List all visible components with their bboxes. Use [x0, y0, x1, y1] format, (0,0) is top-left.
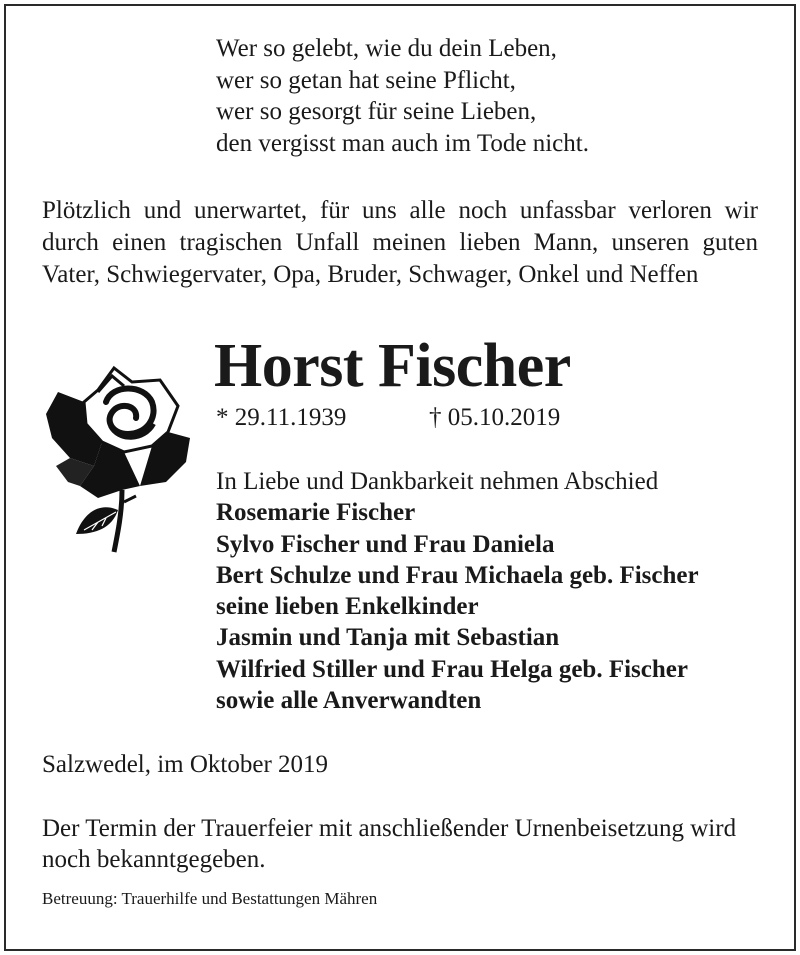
place-date: Salzwedel, im Oktober 2019	[42, 751, 329, 778]
birth-date: * 29.11.1939	[216, 404, 347, 431]
poem	[216, 33, 589, 159]
mourner-name: Wilfried Stiller und Frau Helga geb. Fischer	[216, 655, 688, 683]
mourners-block	[216, 466, 699, 716]
mourner-name: Jasmin und Tanja mit Sebastian	[216, 624, 560, 652]
poem-line: den vergisst man auch im Tode nicht.	[216, 129, 589, 157]
poem-line: Wer so gelebt, wie du dein Leben,	[216, 35, 557, 62]
poem-line: wer so gesorgt für seine Lieben,	[216, 98, 537, 125]
deceased-name: Horst Fischer	[214, 332, 571, 400]
death-date: † 05.10.2019	[429, 404, 561, 431]
mourner-name: Bert Schulze und Frau Michaela geb. Fischer	[216, 561, 699, 589]
black-rose-icon	[40, 362, 194, 558]
mourners-heading: In Liebe und Dankbarkeit nehmen Abschied	[216, 468, 659, 495]
ceremony-notice: Der Termin der Trauerfeier mit anschließender Urnenbeisetzung wird noch bekanntgegeben.	[42, 815, 737, 873]
intro-text: Plötzlich und unerwartet, für uns alle noch unfassbar verloren wir durch einen tragischen Unfall meinen lieben Mann, unseren guten Vater, Schwiegervater, Opa, Bruder, Schwager, Onkel und Neffen	[42, 197, 758, 288]
funeral-service-credit: Betreuung: Trauerhilfe und Bestattungen Mähren	[42, 889, 378, 908]
mourner-name: sowie alle Anverwandten	[216, 687, 482, 715]
mourner-name: seine lieben Enkelkinder	[216, 593, 479, 621]
mourner-name: Sylvo Fischer und Frau Daniela	[216, 530, 555, 558]
mourner-name: Rosemarie Fischer	[216, 499, 416, 527]
life-dates	[216, 402, 561, 434]
poem-line: wer so getan hat seine Pflicht,	[216, 66, 516, 94]
